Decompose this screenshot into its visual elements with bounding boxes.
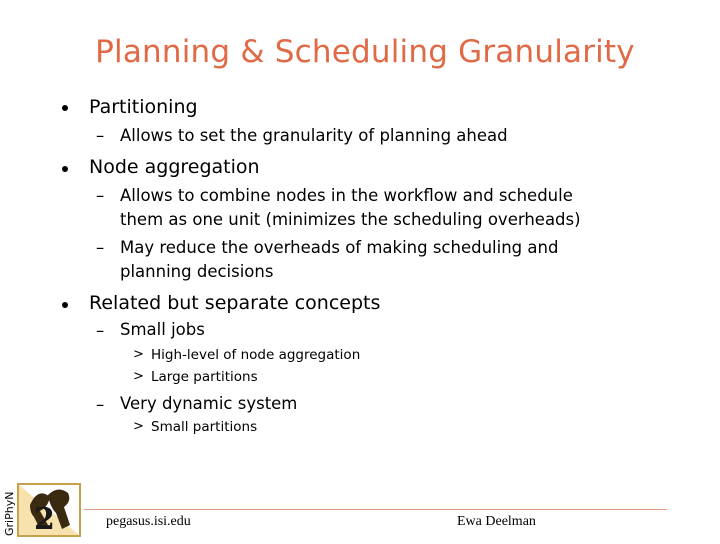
footer-url: pegasus.isi.edu (106, 514, 191, 529)
sub-sub-marker: > (133, 419, 144, 434)
sub-bullet-text: Small jobs (120, 320, 205, 339)
sub-bullet-dash: – (96, 395, 105, 414)
footer-rule (84, 509, 667, 510)
sub-sub-marker: > (133, 369, 144, 384)
bullet-text: Related but separate concepts (89, 292, 381, 314)
footer-author: Ewa Deelman (457, 514, 536, 529)
griphyn-logo (0, 473, 84, 540)
bullet-text: Node aggregation (89, 156, 260, 178)
sub-bullet-text: them as one unit (minimizes the scheduling overheads) (120, 210, 581, 229)
sub-bullet-dash: – (96, 126, 105, 145)
sub-sub-text: High-level of node aggregation (151, 347, 361, 363)
bullet-dot (62, 105, 68, 111)
sub-bullet-text: Allows to combine nodes in the workflow and schedule (120, 186, 573, 205)
sub-bullet-dash: – (96, 186, 105, 205)
sub-sub-text: Large partitions (151, 369, 258, 385)
sub-bullet-text: Allows to set the granularity of planning ahead (120, 126, 508, 145)
sub-bullet-dash: – (96, 238, 105, 257)
sub-bullet-dash: – (96, 321, 105, 340)
bullet-dot (62, 302, 68, 308)
sub-bullet-text: Very dynamic system (120, 394, 298, 413)
sub-sub-text: Small partitions (151, 419, 258, 435)
logo-text: GriPhyN (3, 491, 16, 536)
sub-bullet-text: May reduce the overheads of making scheduling and (120, 238, 559, 257)
bullet-text: Partitioning (89, 96, 198, 118)
svg-text:2: 2 (34, 502, 55, 537)
sub-sub-marker: > (133, 347, 144, 362)
bullet-dot (62, 166, 68, 172)
slide-title: Planning & Scheduling Granularity (95, 34, 635, 70)
sub-bullet-text: planning decisions (120, 262, 274, 281)
